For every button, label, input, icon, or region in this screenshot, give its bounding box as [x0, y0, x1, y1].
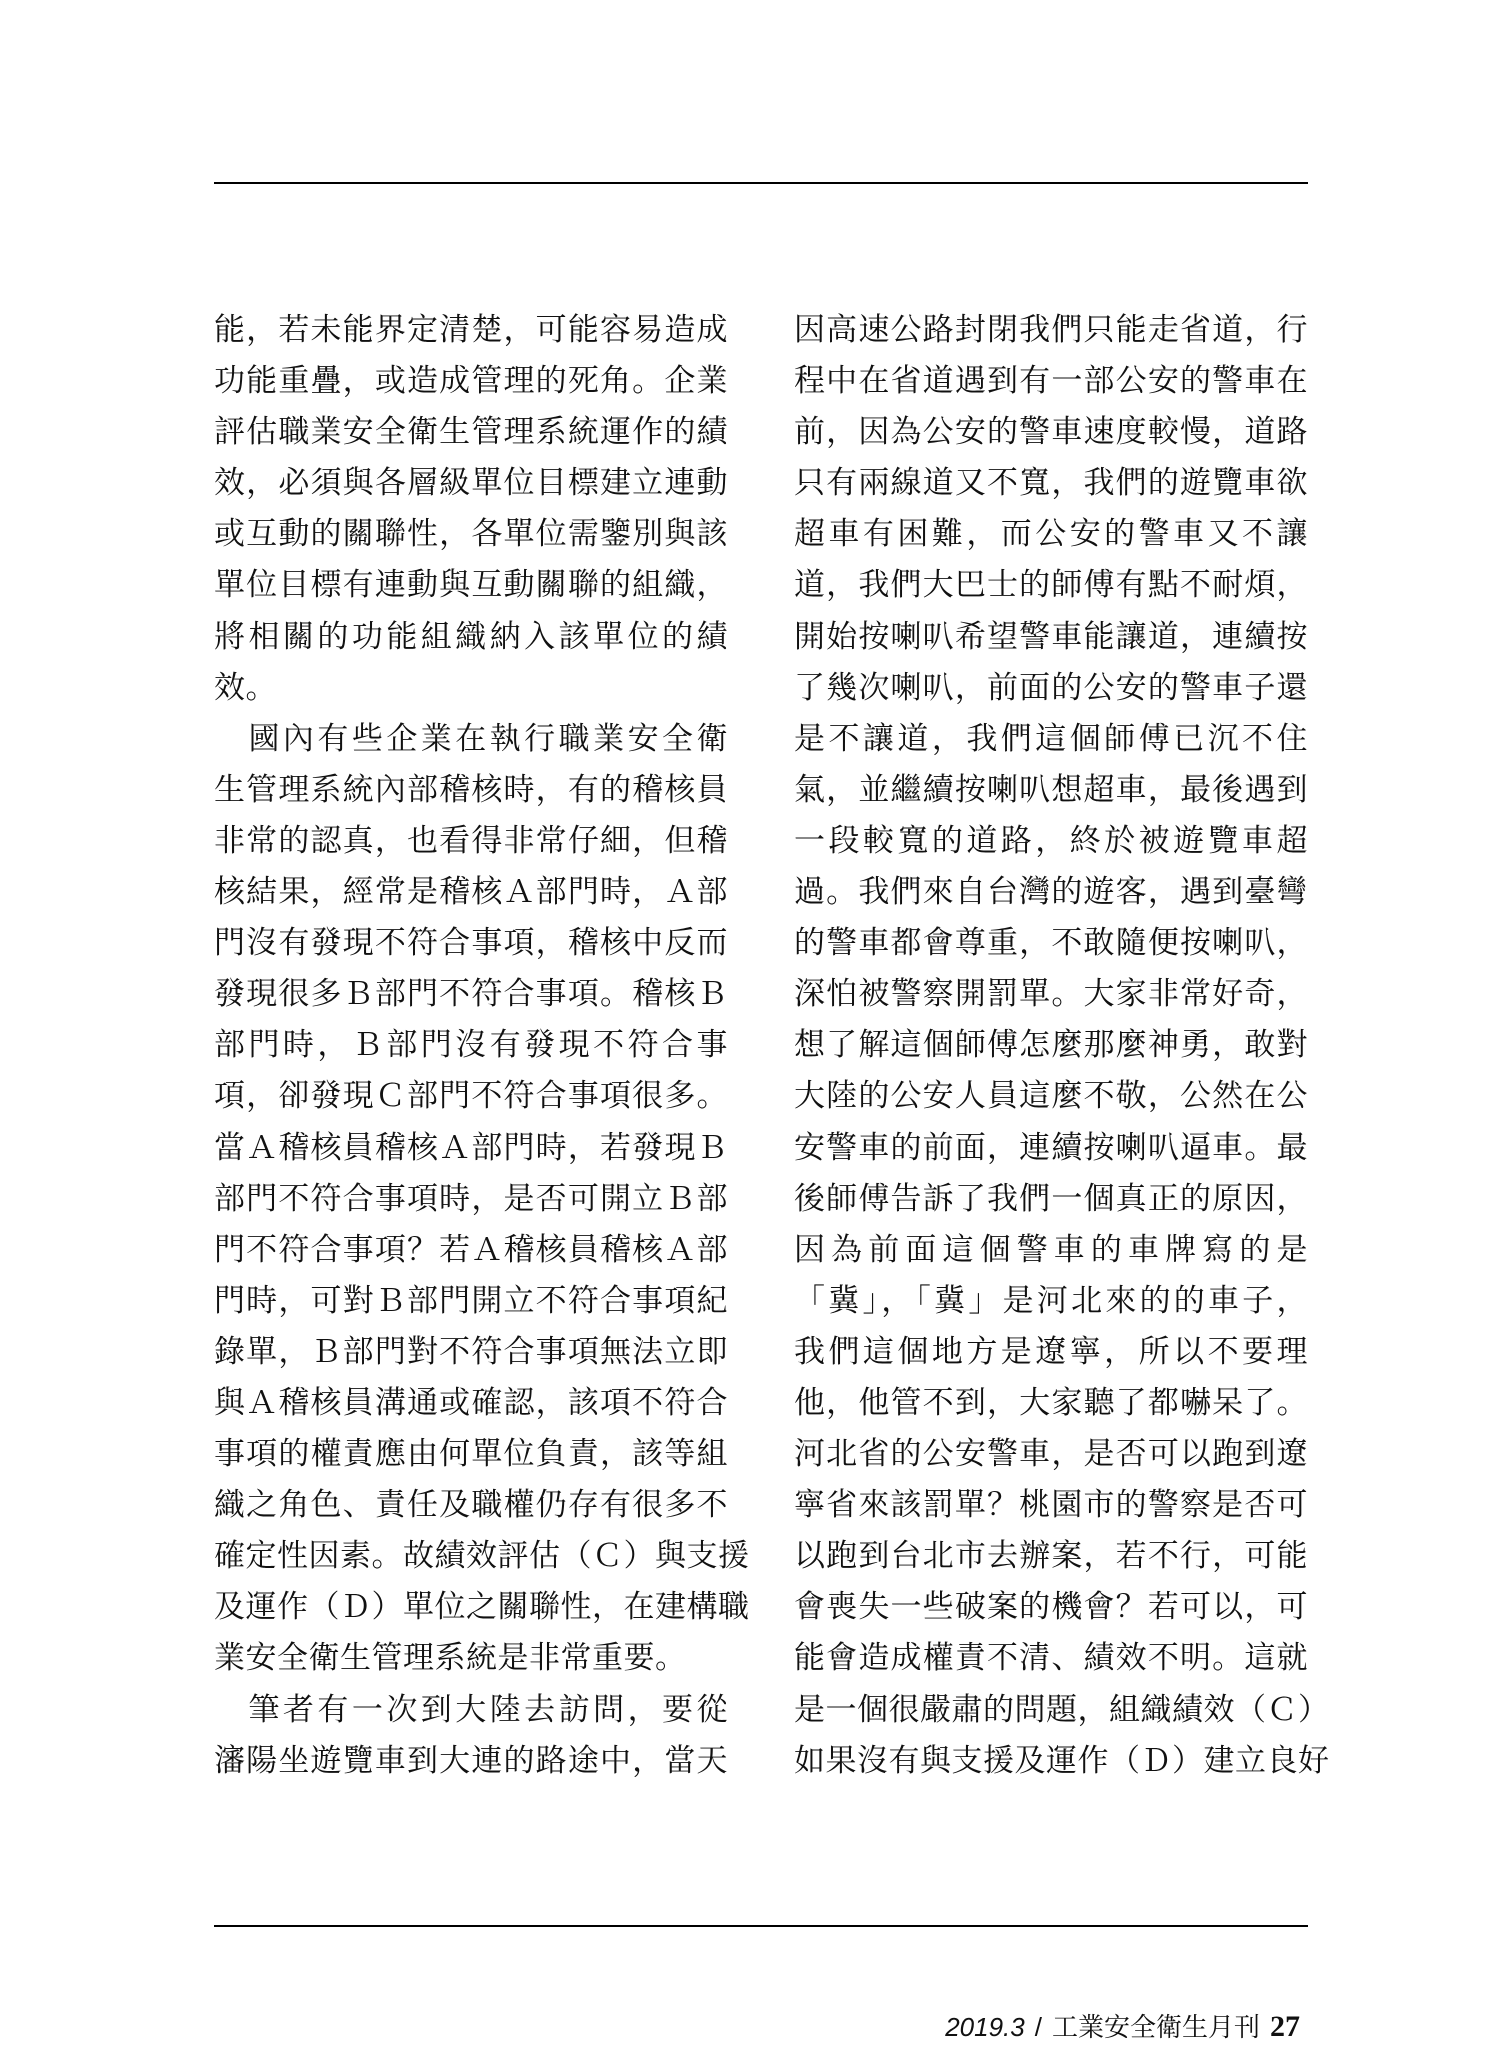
text-line: 河北省的公安警車，是否可以跑到遼 [794, 1436, 1308, 1473]
text-line: 業安全衛生管理系統是非常重要。 [214, 1640, 687, 1677]
text-line: 部門時，Ｂ部門沒有發現不符合事 [214, 1027, 728, 1064]
page-footer [945, 2012, 1300, 2052]
text-line: 能會造成權責不清、績效不明。這就 [794, 1640, 1308, 1677]
text-line: 是一個很嚴肅的問題，組織績效（Ｃ） [794, 1691, 1330, 1728]
text-line: 我們這個地方是遼寧，所以不要理 [794, 1333, 1308, 1370]
text-line: 了幾次喇叭，前面的公安的警車子還 [794, 669, 1308, 706]
text-line: 一段較寬的道路，終於被遊覽車超 [794, 822, 1308, 859]
left-text-column [214, 305, 750, 1787]
text-line: 大陸的公安人員這麼不敬，公然在公 [794, 1078, 1308, 1115]
footer-rule [214, 1925, 1308, 1927]
text-line: 非常的認真，也看得非常仔細，但稽 [214, 822, 728, 859]
text-line: 的警車都會尊重，不敢隨便按喇叭， [794, 925, 1308, 962]
text-line: 及運作（Ｄ）單位之關聯性，在建構職 [214, 1589, 750, 1626]
text-line: 因為前面這個警車的車牌寫的是 [794, 1231, 1308, 1268]
text-line: 是不讓道，我們這個師傅已沉不住 [794, 720, 1308, 757]
text-line: 程中在省道遇到有一部公安的警車在 [794, 363, 1308, 400]
footer-separator: / [1034, 2012, 1042, 2042]
text-line: 當Ａ稽核員稽核Ａ部門時，若發現Ｂ [214, 1129, 728, 1166]
text-line: 項，卻發現Ｃ部門不符合事項很多。 [214, 1078, 728, 1115]
text-line: 前，因為公安的警車速度較慢，道路 [794, 414, 1308, 451]
text-line: 或互動的關聯性，各單位需鑒別與該 [214, 516, 728, 553]
text-line: 想了解這個師傅怎麼那麼神勇，敢對 [794, 1027, 1308, 1064]
text-line: 寧省來該罰單？桃園市的警察是否可 [794, 1487, 1308, 1524]
text-line: 將相關的功能組織納入該單位的績 [214, 618, 728, 655]
text-line: 如果沒有與支援及運作（Ｄ）建立良好 [794, 1742, 1330, 1779]
text-line: 功能重疊，或造成管理的死角。企業 [214, 363, 728, 400]
text-line: 因高速公路封閉我們只能走省道，行 [794, 312, 1308, 348]
text-line: 道，我們大巴士的師傅有點不耐煩， [794, 567, 1308, 604]
text-line: 門不符合事項？若Ａ稽核員稽核Ａ部 [214, 1231, 728, 1268]
text-line: 門時，可對Ｂ部門開立不符合事項紀 [214, 1282, 728, 1319]
text-line: 他，他管不到，大家聽了都嚇呆了。 [794, 1384, 1308, 1421]
text-line: 瀋陽坐遊覽車到大連的路途中，當天 [214, 1742, 728, 1779]
text-line: 效，必須與各層級單位目標建立連動 [214, 465, 728, 502]
footer-issue: 2019.3 [945, 2012, 1025, 2042]
page-number: 27 [1270, 2010, 1300, 2043]
header-rule [214, 182, 1308, 184]
text-line: 筆者有一次到大陸去訪問，要從 [214, 1691, 728, 1728]
text-line: 門沒有發現不符合事項，稽核中反而 [214, 925, 728, 962]
text-line: 氣，並繼續按喇叭想超車，最後遇到 [794, 771, 1308, 808]
text-line: 評估職業安全衛生管理系統運作的績 [214, 414, 728, 451]
text-line: 安警車的前面，連續按喇叭逼車。最 [794, 1129, 1308, 1166]
text-line: 後師傅告訴了我們一個真正的原因， [794, 1180, 1308, 1217]
text-line: 單位目標有連動與互動關聯的組織， [214, 567, 728, 604]
text-line: 發現很多Ｂ部門不符合事項。稽核Ｂ [214, 976, 728, 1013]
text-line: 過。我們來自台灣的遊客，遇到臺彎 [794, 874, 1308, 911]
text-line: 能，若未能界定清楚，可能容易造成 [214, 312, 728, 348]
text-line: 錄單，Ｂ部門對不符合事項無法立即 [214, 1333, 728, 1370]
text-line: 與Ａ稽核員溝通或確認，該項不符合 [214, 1384, 728, 1421]
text-line: 部門不符合事項時，是否可開立Ｂ部 [214, 1180, 728, 1217]
text-line: 會喪失一些破案的機會？若可以，可 [794, 1589, 1308, 1626]
text-line: 事項的權責應由何單位負責，該等組 [214, 1436, 728, 1473]
right-text-column [794, 305, 1330, 1787]
text-line: 深怕被警察開罰單。大家非常好奇， [794, 976, 1308, 1013]
text-line: 國內有些企業在執行職業安全衛 [214, 720, 728, 757]
text-line: 核結果，經常是稽核Ａ部門時，Ａ部 [214, 874, 728, 911]
text-line: 開始按喇叭希望警車能讓道，連續按 [794, 618, 1308, 655]
text-line: 確定性因素。故績效評估（Ｃ）與支援 [214, 1538, 750, 1575]
text-line: 以跑到台北市去辦案，若不行，可能 [794, 1538, 1308, 1575]
text-line: 只有兩線道又不寬，我們的遊覽車欲 [794, 465, 1308, 502]
text-line: 織之角色、責任及職權仍存有很多不 [214, 1487, 728, 1524]
text-line: 「冀」，「冀」是河北來的的車子， [794, 1282, 1308, 1319]
text-line: 超車有困難，而公安的警車又不讓 [794, 516, 1308, 553]
footer-journal-title: 工業安全衛生月刊 [1051, 2012, 1260, 2042]
text-line: 生管理系統內部稽核時，有的稽核員 [214, 771, 728, 808]
text-line: 效。 [214, 669, 277, 706]
